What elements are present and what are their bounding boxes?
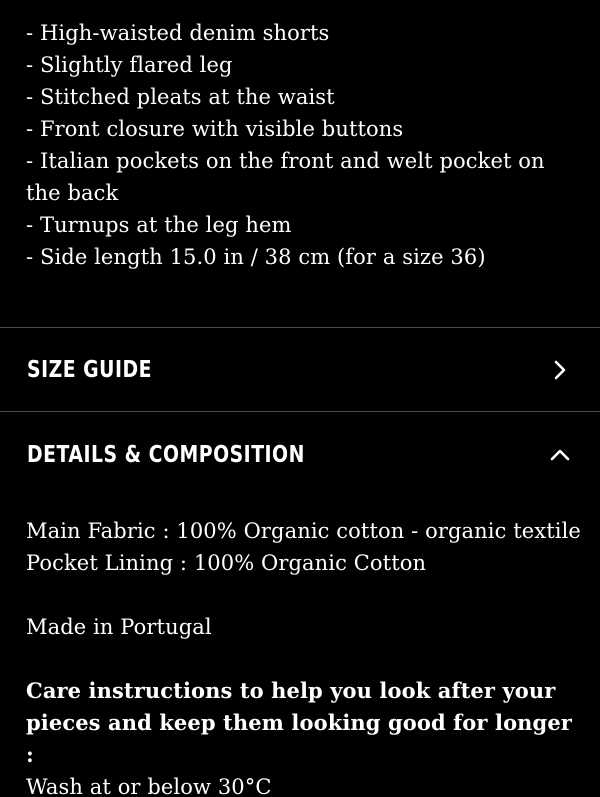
- care-instructions-heading: Care instructions to help you look after your pieces and keep them looking good for longer :: [26, 678, 572, 767]
- pocket-lining-text: Pocket Lining : 100% Organic Cotton: [26, 551, 427, 575]
- feature-item: - Italian pockets on the front and welt pocket on the back: [26, 149, 545, 205]
- spacer: [26, 579, 586, 611]
- details-composition-title: DETAILS & COMPOSITION: [27, 442, 305, 468]
- feature-item: - Side length 15.0 in / 38 cm (for a size 36): [26, 245, 486, 269]
- origin-text: Made in Portugal: [26, 615, 212, 639]
- product-features-list: [26, 17, 586, 273]
- feature-item: - Front closure with visible buttons: [26, 117, 404, 141]
- feature-item: - Stitched pleats at the waist: [26, 85, 335, 109]
- main-fabric-text: Main Fabric : 100% Organic cotton - organic textile: [26, 519, 581, 543]
- spacer: [26, 643, 586, 675]
- details-composition-content: [26, 515, 586, 797]
- size-guide-title: SIZE GUIDE: [27, 357, 152, 383]
- feature-item: - Turnups at the leg hem: [26, 213, 292, 237]
- feature-item: - Slightly flared leg: [26, 53, 233, 77]
- divider: [0, 411, 600, 412]
- chevron-up-icon: [550, 445, 570, 465]
- chevron-right-icon: [550, 360, 570, 380]
- feature-item: - High-waisted denim shorts: [26, 21, 330, 45]
- care-wash-text: Wash at or below 30°C: [26, 775, 272, 797]
- size-guide-accordion[interactable]: [0, 328, 600, 412]
- details-composition-accordion[interactable]: [0, 413, 600, 497]
